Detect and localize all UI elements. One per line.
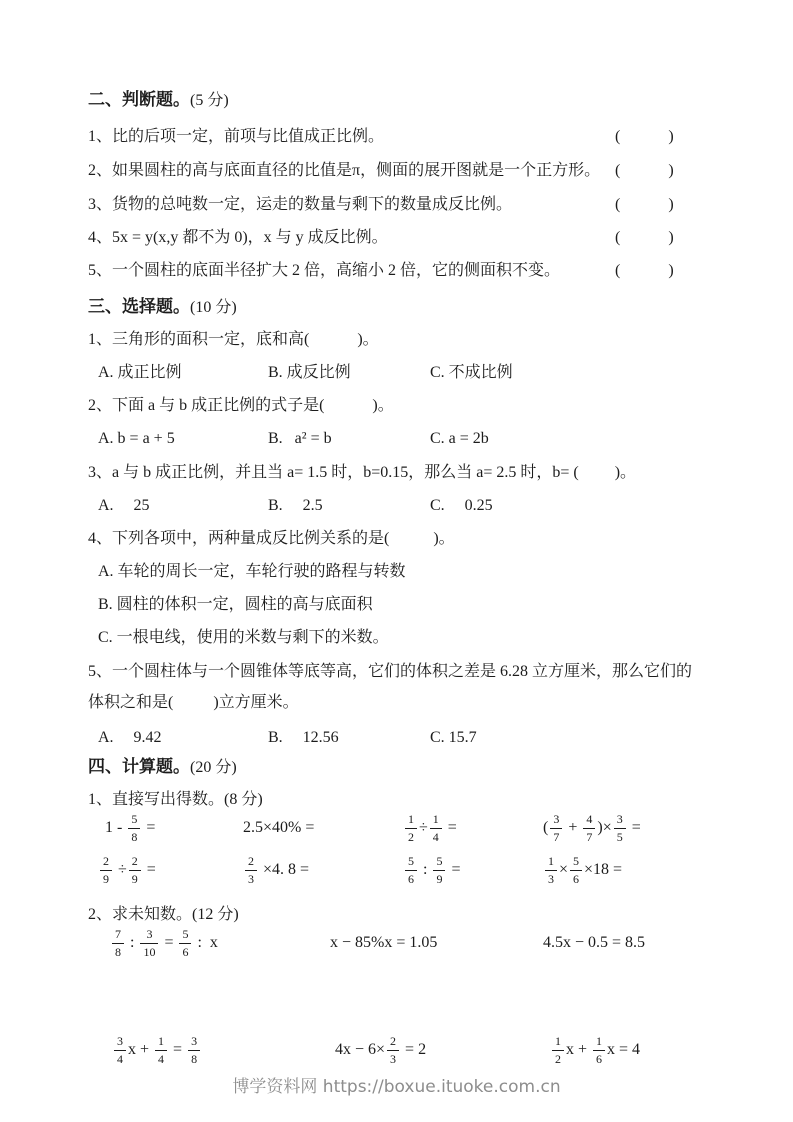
math-text: x − 85%x = 1.05 (330, 934, 438, 951)
fraction: $\frac{3}{5}$ (614, 812, 626, 845)
tf-item-3-answer-brackets: ( ) (615, 196, 674, 213)
option-c: C. 0.25 (430, 497, 493, 514)
option-a: A. b = a + 5 (98, 430, 175, 447)
math-equation (550, 1028, 640, 1072)
option-b: B. 成反比例 (268, 364, 351, 381)
tf-item-5-answer-brackets: ( ) (615, 262, 674, 279)
mc-question-3 (0, 461, 793, 485)
option-c: C. a = 2b (430, 430, 489, 447)
math-text: x + (128, 1041, 154, 1058)
fraction: $\frac{3}{10}$ (140, 927, 158, 960)
section3-heading (88, 295, 237, 319)
math-text: ×4. 8 = (259, 861, 310, 878)
math-text: × (559, 861, 569, 878)
fraction: $\frac{3}{4}$ (114, 1034, 126, 1067)
fraction: $\frac{5}{6}$ (405, 854, 417, 887)
footer-watermark: 博学资料网 https://boxue.ituoke.com.cn (232, 1077, 561, 1097)
math-text: + (564, 819, 582, 836)
option-b: B. 圆柱的体积一定，圆柱的高与底面积 (98, 596, 373, 613)
fraction: $\frac{1}{4}$ (155, 1034, 167, 1067)
fraction: $\frac{4}{7}$ (583, 812, 595, 845)
math-text: x = 4 (607, 1041, 641, 1058)
section4-sub1-heading: 1、直接写出得数。(8 分) (88, 791, 263, 808)
fraction: $\frac{2}{9}$ (129, 854, 141, 887)
solve-unknown-row-1 (0, 921, 793, 965)
fraction: $\frac{3}{7}$ (550, 812, 562, 845)
section4-points: (20 分) (190, 759, 237, 776)
math-text: ×18 = (584, 861, 623, 878)
fraction: $\frac{1}{3}$ (545, 854, 557, 887)
fraction: $\frac{1}{2}$ (405, 812, 417, 845)
tf-item-1-answer-brackets: ( ) (615, 128, 674, 145)
tf-item-4 (0, 226, 793, 250)
mc-question-5-line1 (0, 660, 793, 684)
math-expression (543, 848, 622, 892)
mc-question-2 (0, 394, 793, 418)
mc-question-4-option-b (0, 593, 793, 617)
option-a: A. 25 (98, 497, 150, 514)
solve-unknown-row-2 (0, 1028, 793, 1072)
section2-title: 二、判断题。 (88, 90, 190, 109)
mc-question-2-options (0, 427, 793, 451)
fraction: $\frac{1}{4}$ (430, 812, 442, 845)
math-expression (243, 848, 309, 892)
math-text: : (419, 861, 432, 878)
mc-question-1-options (0, 361, 793, 385)
option-b: B. a² = b (268, 430, 332, 447)
math-text: 1 - (105, 819, 127, 836)
math-text: = (443, 819, 457, 836)
tf-item-4-answer-brackets: ( ) (615, 229, 674, 246)
fraction: $\frac{2}{3}$ (387, 1034, 399, 1067)
option-a: A. 9.42 (98, 729, 162, 746)
math-text: = (142, 861, 156, 878)
math-expression (243, 806, 314, 850)
section2-heading (88, 88, 229, 112)
option-c: C. 一根电线，使用的米数与剩下的米数。 (98, 629, 389, 646)
option-a: A. 成正比例 (98, 364, 182, 381)
math-text: ÷ (114, 861, 127, 878)
fraction: $\frac{5}{6}$ (179, 927, 191, 960)
fraction: $\frac{5}{9}$ (433, 854, 445, 887)
mc-question-5-options (0, 726, 793, 750)
fraction: $\frac{1}{6}$ (593, 1034, 605, 1067)
fraction: $\frac{5}{8}$ (128, 812, 140, 845)
mc-question-4 (0, 527, 793, 551)
math-equation (543, 921, 645, 965)
math-text: = (447, 861, 461, 878)
option-b: B. 2.5 (268, 497, 323, 514)
tf-item-5-text: 5、一个圆柱的底面半径扩大 2 倍，高缩小 2 倍，它的侧面积不变。 (88, 262, 561, 279)
section3-points: (10 分) (190, 299, 237, 316)
option-b: B. 12.56 (268, 729, 339, 746)
mc-question-4-option-c (0, 626, 793, 650)
mc-question-1 (0, 328, 793, 352)
math-text: )× (597, 819, 612, 836)
math-text: = (169, 1041, 187, 1058)
math-text: = (627, 819, 641, 836)
tf-item-1-text: 1、比的后项一定，前项与比值成正比例。 (88, 128, 385, 145)
fraction: $\frac{2}{3}$ (245, 854, 257, 887)
fraction: $\frac{1}{2}$ (552, 1034, 564, 1067)
option-a: A. 车轮的周长一定，车轮行驶的路程与转数 (98, 563, 406, 580)
section4-title: 四、计算题。 (88, 757, 190, 776)
math-text: = 2 (401, 1041, 427, 1058)
fraction: $\frac{2}{9}$ (100, 854, 112, 887)
math-text: = (142, 819, 156, 836)
mc-question-5-text-line2: 体积之和是( )立方厘米。 (88, 694, 299, 711)
math-equation (335, 1028, 426, 1072)
section2-points: (5 分) (190, 92, 229, 109)
tf-item-5 (0, 259, 793, 283)
math-text: 2.5×40% = (243, 819, 315, 836)
mc-question-4-option-a (0, 560, 793, 584)
section4-heading (88, 755, 237, 779)
mc-question-4-text: 4、下列各项中，两种量成反比例关系的是( )。 (88, 530, 455, 547)
mc-question-2-text: 2、下面 a 与 b 成正比例的式子是( )。 (88, 397, 394, 414)
tf-item-2 (0, 159, 793, 183)
fraction: $\frac{5}{6}$ (570, 854, 582, 887)
fraction: $\frac{3}{8}$ (188, 1034, 200, 1067)
math-text: : x (193, 934, 218, 951)
mental-math-row-2 (0, 848, 793, 892)
mental-math-row-1 (0, 806, 793, 850)
math-expression (98, 848, 156, 892)
math-text: ÷ (419, 819, 428, 836)
section3-title: 三、选择题。 (88, 297, 190, 316)
math-text: ( (543, 819, 549, 836)
math-equation (110, 921, 218, 965)
tf-item-3 (0, 193, 793, 217)
math-text: 4.5x − 0.5 = 8.5 (543, 934, 646, 951)
tf-item-1 (0, 125, 793, 149)
math-text: x + (566, 1041, 592, 1058)
mc-question-3-text: 3、a 与 b 成正比例，并且当 a= 1.5 时，b=0.15，那么当 a= 2.5 时，b= ( )。 (88, 464, 637, 481)
mc-question-1-text: 1、三角形的面积一定，底和高( )。 (88, 331, 379, 348)
math-text: : (126, 934, 139, 951)
math-text: 4x − 6× (335, 1041, 386, 1058)
tf-item-4-text: 4、5x = y(x,y 都不为 0)，x 与 y 成反比例。 (88, 229, 388, 246)
tf-item-2-answer-brackets: ( ) (615, 162, 674, 179)
math-equation (330, 921, 437, 965)
mc-question-5-text-line1: 5、一个圆柱体与一个圆锥体等底等高，它们的体积之差是 6.28 立方厘米，那么它们的 (88, 663, 693, 680)
mc-question-5-line2 (0, 691, 793, 715)
math-expression (543, 806, 641, 850)
math-expression (105, 806, 155, 850)
fraction: $\frac{7}{8}$ (112, 927, 124, 960)
math-text: = (160, 934, 178, 951)
math-expression (403, 848, 460, 892)
section4-sub2-heading: 2、求未知数。(12 分) (88, 906, 239, 923)
tf-item-2-text: 2、如果圆柱的高与底面直径的比值是π，侧面的展开图就是一个正方形。 (88, 162, 601, 179)
tf-item-3-text: 3、货物的总吨数一定，运走的数量与剩下的数量成反比例。 (88, 196, 513, 213)
math-expression (403, 806, 457, 850)
mc-question-3-options (0, 494, 793, 518)
option-c: C. 不成比例 (430, 364, 513, 381)
option-c: C. 15.7 (430, 729, 477, 746)
math-equation (112, 1028, 202, 1072)
